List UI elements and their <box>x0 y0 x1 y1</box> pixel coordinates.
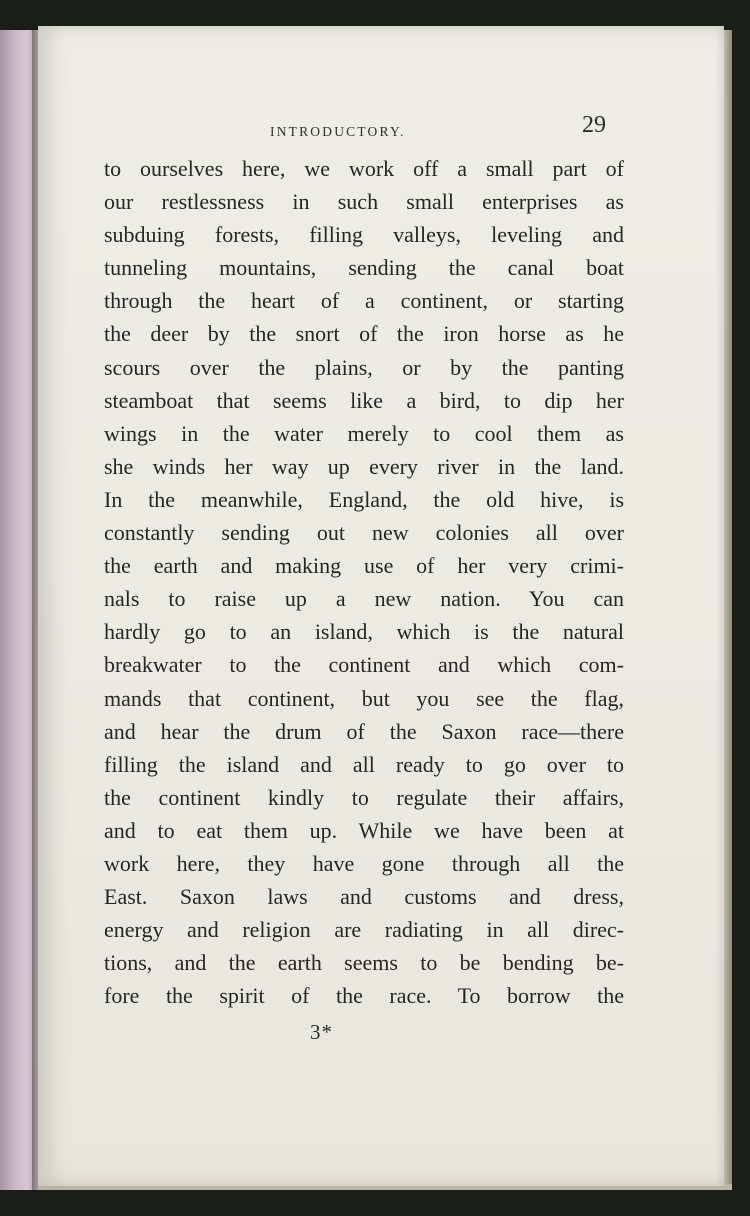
text-line: mands that continent, but you see the flag, <box>104 685 624 711</box>
text-line: tunneling mountains, sending the canal boat <box>104 255 624 281</box>
text-line: through the heart of a continent, or starting <box>104 288 624 314</box>
body-text <box>104 152 624 1012</box>
text-line: subduing forests, filling valleys, leveling and <box>104 222 624 248</box>
text-line: fore the spirit of the race. To borrow the <box>104 983 624 1009</box>
text-line: our restlessness in such small enterprises as <box>104 189 624 215</box>
text-line: the deer by the snort of the iron horse as he <box>104 321 624 347</box>
text-line: hardly go to an island, which is the natural <box>104 619 624 645</box>
text-line: wings in the water merely to cool them as <box>104 420 624 446</box>
text-line: breakwater to the continent and which com- <box>104 652 624 678</box>
text-line: nals to raise up a new nation. You can <box>104 586 624 612</box>
text-line: In the meanwhile, England, the old hive, is <box>104 486 624 512</box>
text-line: constantly sending out new colonies all over <box>104 520 624 546</box>
page-number: 29 <box>582 112 606 138</box>
text-line: tions, and the earth seems to be bending be- <box>104 950 624 976</box>
book-page <box>38 26 724 1186</box>
text-line: she winds her way up every river in the land. <box>104 453 624 479</box>
text-line: to ourselves here, we work off a small part of <box>104 156 624 181</box>
text-line: and hear the drum of the Saxon race—there <box>104 718 624 744</box>
page-header <box>38 88 724 139</box>
running-head: INTRODUCTORY. <box>270 124 406 139</box>
text-line: the earth and making use of her very crimi- <box>104 553 624 579</box>
text-line: the continent kindly to regulate their affairs, <box>104 784 624 810</box>
text-line: scours over the plains, or by the panting <box>104 354 624 380</box>
text-line: energy and religion are radiating in all direc- <box>104 917 624 943</box>
signature-mark: 3* <box>310 1020 333 1044</box>
text-line: steamboat that seems like a bird, to dip her <box>104 387 624 413</box>
text-line: filling the island and all ready to go over to <box>104 751 624 777</box>
text-line: and to eat them up. While we have been at <box>104 817 624 843</box>
left-page-edge <box>0 30 34 1190</box>
text-line: work here, they have gone through all the <box>104 850 624 876</box>
text-line: East. Saxon laws and customs and dress, <box>104 884 624 910</box>
